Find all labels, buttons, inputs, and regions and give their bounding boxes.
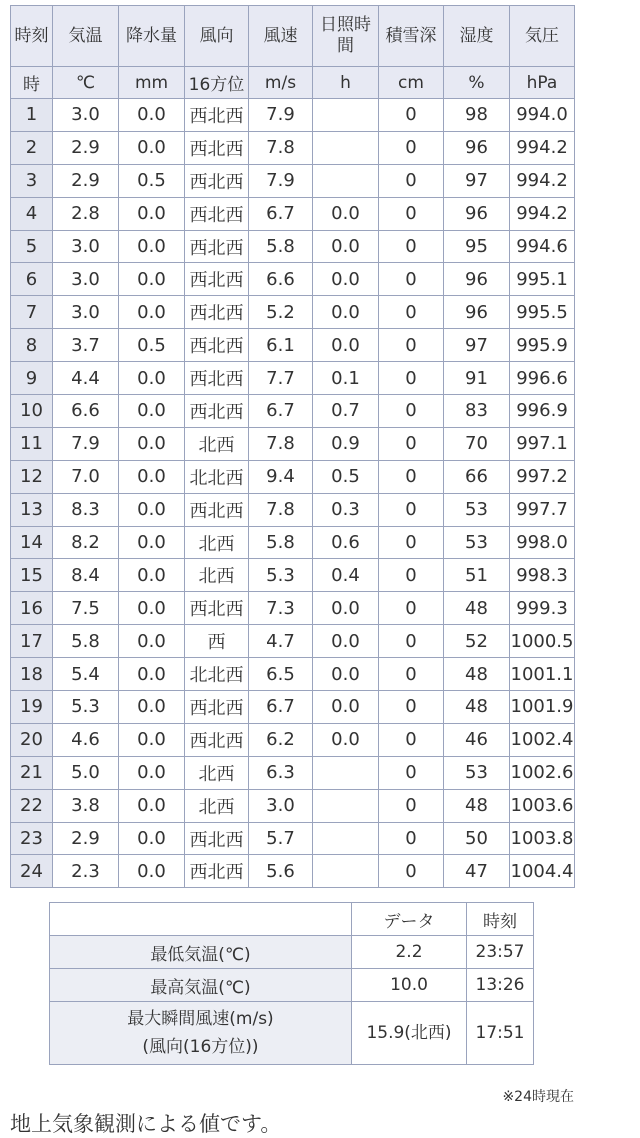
wind-speed-cell: 5.7	[249, 822, 313, 855]
temperature-cell: 5.8	[53, 625, 119, 658]
pressure-cell: 1002.4	[510, 723, 575, 756]
wind-direction-cell: 西北西	[185, 164, 249, 197]
sunshine-cell: 0.0	[313, 625, 379, 658]
snow-depth-cell: 0	[379, 362, 444, 395]
precipitation-cell: 0.0	[119, 197, 185, 230]
table-row	[11, 329, 575, 362]
wind-speed-cell: 6.7	[249, 197, 313, 230]
temperature-cell: 3.8	[53, 789, 119, 822]
temperature-cell: 7.0	[53, 460, 119, 493]
precipitation-cell: 0.0	[119, 362, 185, 395]
precipitation-cell: 0.0	[119, 658, 185, 691]
table-row	[11, 427, 575, 460]
humidity-cell: 48	[444, 592, 510, 625]
humidity-cell: 95	[444, 230, 510, 263]
summary-row-min-temp	[50, 936, 534, 969]
snow-depth-cell: 0	[379, 230, 444, 263]
temperature-cell: 8.3	[53, 493, 119, 526]
sunshine-cell: 0.4	[313, 559, 379, 592]
wind-speed-cell: 6.6	[249, 263, 313, 296]
hour-cell: 5	[11, 230, 53, 263]
temperature-cell: 2.8	[53, 197, 119, 230]
col-header-wind-direction: 風向	[185, 6, 249, 67]
pressure-cell: 1000.5	[510, 625, 575, 658]
sunshine-cell: 0.0	[313, 230, 379, 263]
precipitation-cell: 0.0	[119, 427, 185, 460]
table-row	[11, 559, 575, 592]
summary-col-data: データ	[352, 903, 467, 936]
unit-pressure: hPa	[510, 67, 575, 99]
sunshine-cell: 0.0	[313, 691, 379, 724]
wind-direction-cell: 西北西	[185, 855, 249, 888]
humidity-cell: 96	[444, 296, 510, 329]
pressure-cell: 1001.9	[510, 691, 575, 724]
snow-depth-cell: 0	[379, 460, 444, 493]
precipitation-cell: 0.5	[119, 329, 185, 362]
summary-label	[50, 1002, 352, 1065]
snow-depth-cell: 0	[379, 395, 444, 428]
humidity-cell: 51	[444, 559, 510, 592]
snow-depth-cell: 0	[379, 131, 444, 164]
hourly-weather-table	[10, 5, 575, 888]
table-row	[11, 855, 575, 888]
summary-label-line1: 最大瞬間風速(m/s)	[127, 1009, 274, 1029]
wind-direction-cell: 北西	[185, 526, 249, 559]
wind-direction-cell: 西北西	[185, 197, 249, 230]
unit-precipitation: mm	[119, 67, 185, 99]
wind-speed-cell: 3.0	[249, 789, 313, 822]
sunshine-cell: 0.0	[313, 263, 379, 296]
hourly-table-body	[11, 99, 575, 888]
temperature-cell: 5.0	[53, 756, 119, 789]
pressure-cell: 997.7	[510, 493, 575, 526]
temperature-cell: 2.9	[53, 164, 119, 197]
wind-direction-cell: 西北西	[185, 329, 249, 362]
temperature-cell: 2.9	[53, 822, 119, 855]
wind-speed-cell: 5.2	[249, 296, 313, 329]
snow-depth-cell: 0	[379, 526, 444, 559]
sunshine-cell: 0.3	[313, 493, 379, 526]
table-row	[11, 691, 575, 724]
table-row	[11, 230, 575, 263]
wind-direction-cell: 西北西	[185, 592, 249, 625]
wind-speed-cell: 6.1	[249, 329, 313, 362]
snow-depth-cell: 0	[379, 691, 444, 724]
wind-direction-cell: 西北西	[185, 822, 249, 855]
wind-direction-cell: 北西	[185, 427, 249, 460]
unit-wind-direction: 16方位	[185, 67, 249, 99]
summary-time: 23:57	[467, 936, 534, 969]
snow-depth-cell: 0	[379, 296, 444, 329]
snow-depth-cell: 0	[379, 658, 444, 691]
humidity-cell: 48	[444, 658, 510, 691]
summary-row-max-temp	[50, 969, 534, 1002]
humidity-cell: 97	[444, 164, 510, 197]
pressure-cell: 994.2	[510, 197, 575, 230]
sunshine-cell	[313, 99, 379, 132]
sunshine-cell: 0.6	[313, 526, 379, 559]
hour-cell: 13	[11, 493, 53, 526]
snow-depth-cell: 0	[379, 756, 444, 789]
wind-direction-cell: 北西	[185, 756, 249, 789]
summary-time: 17:51	[467, 1002, 534, 1065]
wind-direction-cell: 西北西	[185, 99, 249, 132]
col-header-snow-depth: 積雪深	[379, 6, 444, 67]
wind-direction-cell: 西北西	[185, 362, 249, 395]
col-header-temperature: 気温	[53, 6, 119, 67]
sunshine-cell	[313, 855, 379, 888]
summary-label: 最高気温(℃)	[50, 969, 352, 1002]
wind-speed-cell: 5.8	[249, 526, 313, 559]
wind-speed-cell: 6.7	[249, 691, 313, 724]
summary-time: 13:26	[467, 969, 534, 1002]
precipitation-cell: 0.0	[119, 131, 185, 164]
precipitation-cell: 0.0	[119, 493, 185, 526]
summary-blank-header	[50, 903, 352, 936]
table-row	[11, 460, 575, 493]
col-header-pressure: 気圧	[510, 6, 575, 67]
table-row	[11, 658, 575, 691]
hour-cell: 2	[11, 131, 53, 164]
wind-direction-cell: 北西	[185, 559, 249, 592]
table-row	[11, 296, 575, 329]
precipitation-cell: 0.0	[119, 855, 185, 888]
temperature-cell: 8.2	[53, 526, 119, 559]
temperature-cell: 8.4	[53, 559, 119, 592]
col-header-precipitation: 降水量	[119, 6, 185, 67]
sunshine-cell: 0.0	[313, 592, 379, 625]
table-row	[11, 362, 575, 395]
precipitation-cell: 0.0	[119, 691, 185, 724]
col-header-wind-speed: 風速	[249, 6, 313, 67]
sunshine-cell	[313, 164, 379, 197]
sunshine-cell: 0.1	[313, 362, 379, 395]
table-row	[11, 99, 575, 132]
precipitation-cell: 0.0	[119, 230, 185, 263]
humidity-cell: 96	[444, 197, 510, 230]
snow-depth-cell: 0	[379, 493, 444, 526]
temperature-cell: 7.5	[53, 592, 119, 625]
temperature-cell: 4.4	[53, 362, 119, 395]
snow-depth-cell: 0	[379, 559, 444, 592]
sunshine-cell: 0.0	[313, 329, 379, 362]
precipitation-cell: 0.0	[119, 822, 185, 855]
hour-cell: 8	[11, 329, 53, 362]
pressure-cell: 1003.8	[510, 822, 575, 855]
summary-header-row	[50, 903, 534, 936]
humidity-cell: 96	[444, 131, 510, 164]
hour-cell: 11	[11, 427, 53, 460]
wind-direction-cell: 西	[185, 625, 249, 658]
humidity-cell: 53	[444, 756, 510, 789]
temperature-cell: 3.0	[53, 263, 119, 296]
summary-label: 最低気温(℃)	[50, 936, 352, 969]
temperature-cell: 2.9	[53, 131, 119, 164]
humidity-cell: 97	[444, 329, 510, 362]
sunshine-cell: 0.0	[313, 723, 379, 756]
wind-direction-cell: 西北西	[185, 131, 249, 164]
unit-sunshine: h	[313, 67, 379, 99]
unit-time: 時	[11, 67, 53, 99]
hour-cell: 3	[11, 164, 53, 197]
pressure-cell: 999.3	[510, 592, 575, 625]
precipitation-cell: 0.0	[119, 723, 185, 756]
table-row	[11, 625, 575, 658]
wind-direction-cell: 北北西	[185, 460, 249, 493]
temperature-cell: 4.6	[53, 723, 119, 756]
humidity-cell: 53	[444, 493, 510, 526]
precipitation-cell: 0.0	[119, 789, 185, 822]
table-row	[11, 164, 575, 197]
pressure-cell: 994.2	[510, 164, 575, 197]
hour-cell: 24	[11, 855, 53, 888]
wind-speed-cell: 7.8	[249, 493, 313, 526]
pressure-cell: 994.0	[510, 99, 575, 132]
wind-speed-cell: 7.8	[249, 427, 313, 460]
unit-temperature: ℃	[53, 67, 119, 99]
humidity-cell: 83	[444, 395, 510, 428]
hour-cell: 12	[11, 460, 53, 493]
wind-speed-cell: 9.4	[249, 460, 313, 493]
hour-cell: 1	[11, 99, 53, 132]
sunshine-cell: 0.5	[313, 460, 379, 493]
snow-depth-cell: 0	[379, 822, 444, 855]
wind-speed-cell: 5.8	[249, 230, 313, 263]
precipitation-cell: 0.0	[119, 625, 185, 658]
hour-cell: 20	[11, 723, 53, 756]
pressure-cell: 995.1	[510, 263, 575, 296]
hour-cell: 4	[11, 197, 53, 230]
daily-summary-table	[49, 902, 534, 1065]
pressure-cell: 995.9	[510, 329, 575, 362]
pressure-cell: 1004.4	[510, 855, 575, 888]
precipitation-cell: 0.0	[119, 756, 185, 789]
wind-speed-cell: 7.7	[249, 362, 313, 395]
sunshine-cell: 0.0	[313, 658, 379, 691]
wind-speed-cell: 5.6	[249, 855, 313, 888]
humidity-cell: 53	[444, 526, 510, 559]
snow-depth-cell: 0	[379, 789, 444, 822]
hour-cell: 9	[11, 362, 53, 395]
humidity-cell: 70	[444, 427, 510, 460]
sunshine-cell	[313, 756, 379, 789]
pressure-cell: 998.0	[510, 526, 575, 559]
wind-direction-cell: 西北西	[185, 395, 249, 428]
humidity-cell: 66	[444, 460, 510, 493]
wind-speed-cell: 7.3	[249, 592, 313, 625]
table-row	[11, 789, 575, 822]
wind-speed-cell: 7.9	[249, 164, 313, 197]
pressure-cell: 997.1	[510, 427, 575, 460]
wind-direction-cell: 北北西	[185, 658, 249, 691]
summary-col-time: 時刻	[467, 903, 534, 936]
snow-depth-cell: 0	[379, 263, 444, 296]
header-row	[11, 6, 575, 67]
col-header-time: 時刻	[11, 6, 53, 67]
sunshine-cell	[313, 131, 379, 164]
temperature-cell: 5.4	[53, 658, 119, 691]
unit-wind-speed: m/s	[249, 67, 313, 99]
precipitation-cell: 0.0	[119, 526, 185, 559]
temperature-cell: 3.7	[53, 329, 119, 362]
summary-label-line2: (風向(16方位))	[142, 1037, 259, 1057]
unit-row	[11, 67, 575, 99]
snow-depth-cell: 0	[379, 197, 444, 230]
wind-direction-cell: 西北西	[185, 296, 249, 329]
table-row	[11, 592, 575, 625]
snow-depth-cell: 0	[379, 592, 444, 625]
footer-text: 地上気象観測による値です。	[10, 1112, 282, 1136]
snow-depth-cell: 0	[379, 625, 444, 658]
wind-direction-cell: 西北西	[185, 493, 249, 526]
pressure-cell: 1001.1	[510, 658, 575, 691]
sunshine-cell: 0.0	[313, 197, 379, 230]
pressure-cell: 996.9	[510, 395, 575, 428]
sunshine-cell: 0.9	[313, 427, 379, 460]
humidity-cell: 47	[444, 855, 510, 888]
hour-cell: 17	[11, 625, 53, 658]
summary-value: 10.0	[352, 969, 467, 1002]
pressure-cell: 1002.6	[510, 756, 575, 789]
hour-cell: 23	[11, 822, 53, 855]
sunshine-cell: 0.0	[313, 296, 379, 329]
humidity-cell: 91	[444, 362, 510, 395]
precipitation-cell: 0.0	[119, 592, 185, 625]
wind-direction-cell: 西北西	[185, 691, 249, 724]
hour-cell: 18	[11, 658, 53, 691]
hour-cell: 15	[11, 559, 53, 592]
wind-speed-cell: 6.3	[249, 756, 313, 789]
wind-direction-cell: 西北西	[185, 230, 249, 263]
humidity-cell: 52	[444, 625, 510, 658]
wind-speed-cell: 7.8	[249, 131, 313, 164]
snow-depth-cell: 0	[379, 855, 444, 888]
unit-humidity: %	[444, 67, 510, 99]
precipitation-cell: 0.0	[119, 460, 185, 493]
pressure-cell: 995.5	[510, 296, 575, 329]
wind-direction-cell: 西北西	[185, 263, 249, 296]
precipitation-cell: 0.5	[119, 164, 185, 197]
snow-depth-cell: 0	[379, 164, 444, 197]
table-row	[11, 723, 575, 756]
hour-cell: 21	[11, 756, 53, 789]
summary-row-max-gust	[50, 1002, 534, 1065]
table-row	[11, 822, 575, 855]
wind-direction-cell: 北西	[185, 789, 249, 822]
table-row	[11, 395, 575, 428]
col-header-humidity: 湿度	[444, 6, 510, 67]
humidity-cell: 98	[444, 99, 510, 132]
pressure-cell: 997.2	[510, 460, 575, 493]
precipitation-cell: 0.0	[119, 559, 185, 592]
precipitation-cell: 0.0	[119, 263, 185, 296]
table-row	[11, 526, 575, 559]
humidity-cell: 96	[444, 263, 510, 296]
temperature-cell: 6.6	[53, 395, 119, 428]
wind-speed-cell: 6.2	[249, 723, 313, 756]
wind-speed-cell: 6.7	[249, 395, 313, 428]
humidity-cell: 50	[444, 822, 510, 855]
hour-cell: 7	[11, 296, 53, 329]
wind-speed-cell: 4.7	[249, 625, 313, 658]
sunshine-cell	[313, 789, 379, 822]
pressure-cell: 994.2	[510, 131, 575, 164]
summary-value: 15.9(北西)	[352, 1002, 467, 1065]
snow-depth-cell: 0	[379, 329, 444, 362]
hour-cell: 19	[11, 691, 53, 724]
pressure-cell: 996.6	[510, 362, 575, 395]
wind-speed-cell: 6.5	[249, 658, 313, 691]
temperature-cell: 2.3	[53, 855, 119, 888]
pressure-cell: 1003.6	[510, 789, 575, 822]
temperature-cell: 3.0	[53, 230, 119, 263]
humidity-cell: 46	[444, 723, 510, 756]
sunshine-cell	[313, 822, 379, 855]
hour-cell: 6	[11, 263, 53, 296]
table-row	[11, 263, 575, 296]
hour-cell: 22	[11, 789, 53, 822]
summary-value: 2.2	[352, 936, 467, 969]
snow-depth-cell: 0	[379, 99, 444, 132]
hour-cell: 16	[11, 592, 53, 625]
humidity-cell: 48	[444, 691, 510, 724]
wind-speed-cell: 7.9	[249, 99, 313, 132]
wind-speed-cell: 5.3	[249, 559, 313, 592]
sunshine-cell: 0.7	[313, 395, 379, 428]
as-of-note: ※24時現在	[502, 1089, 574, 1105]
precipitation-cell: 0.0	[119, 395, 185, 428]
pressure-cell: 998.3	[510, 559, 575, 592]
precipitation-cell: 0.0	[119, 99, 185, 132]
col-header-sunshine: 日照時間	[313, 6, 379, 67]
table-row	[11, 756, 575, 789]
precipitation-cell: 0.0	[119, 296, 185, 329]
table-row	[11, 131, 575, 164]
unit-snow-depth: cm	[379, 67, 444, 99]
temperature-cell: 3.0	[53, 296, 119, 329]
table-row	[11, 493, 575, 526]
humidity-cell: 48	[444, 789, 510, 822]
pressure-cell: 994.6	[510, 230, 575, 263]
hour-cell: 14	[11, 526, 53, 559]
table-row	[11, 197, 575, 230]
wind-direction-cell: 西北西	[185, 723, 249, 756]
hour-cell: 10	[11, 395, 53, 428]
temperature-cell: 5.3	[53, 691, 119, 724]
temperature-cell: 3.0	[53, 99, 119, 132]
snow-depth-cell: 0	[379, 427, 444, 460]
temperature-cell: 7.9	[53, 427, 119, 460]
snow-depth-cell: 0	[379, 723, 444, 756]
